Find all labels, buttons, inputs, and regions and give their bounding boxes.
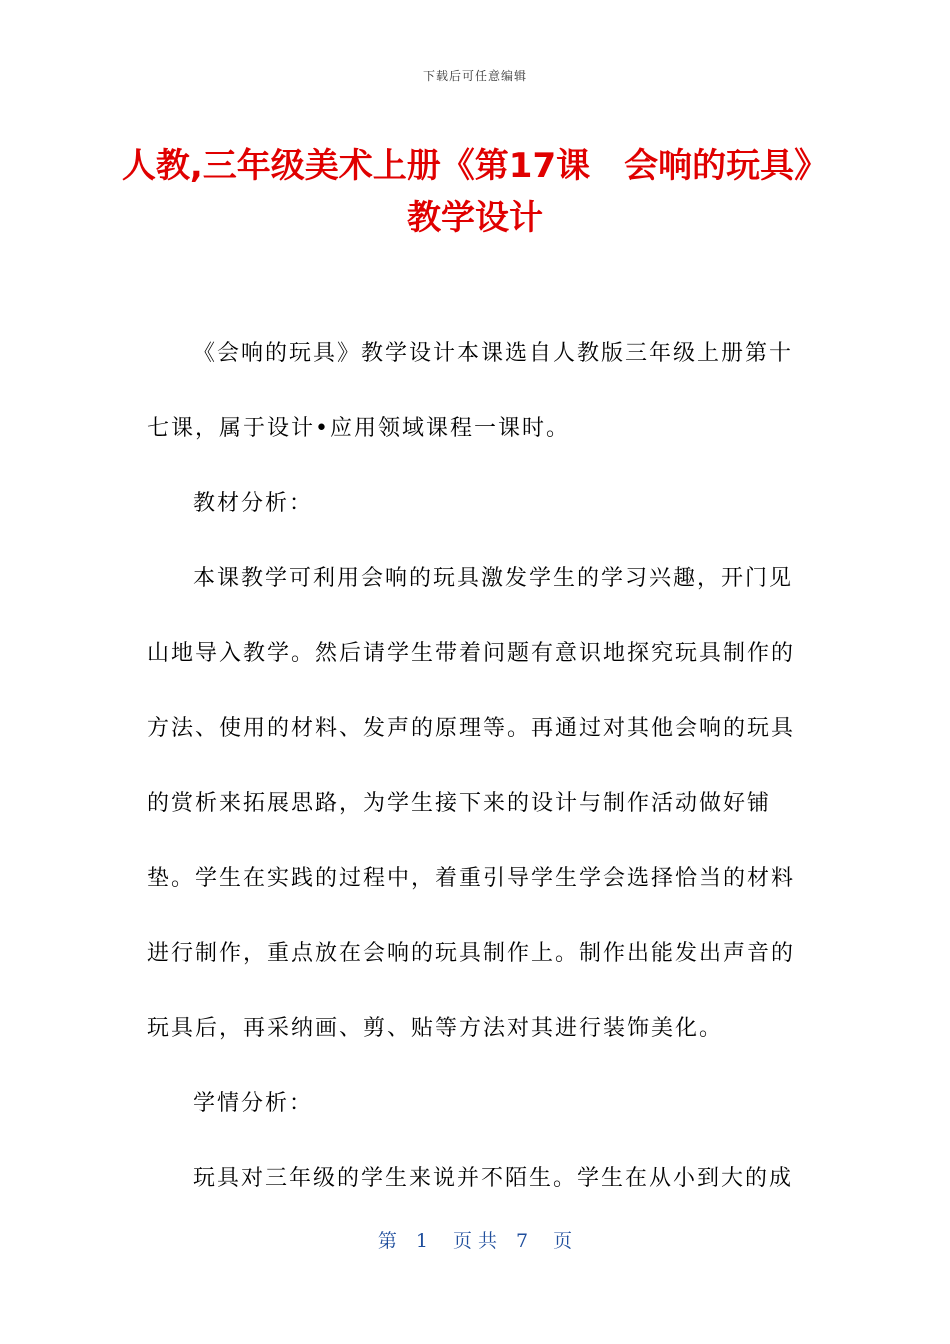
materials-paragraph: 本课教学可利用会响的玩具激发学生的学习兴趣，开门见山地导入教学。然后请学生带着问题有意识地探究玩具制作的方法、使用的材料、发声的原理等。再通过对其他会响的玩具的赏析来拓展思路，为学生接下来的设计与制作活动做好铺垫。学生在实践的过程中，着重引导学生学会选择恰当的材料进行制作，重点放在会响的玩具制作上。制作出能发出声音的玩具后，再采纳画、剪、贴等方法对其进行装饰美化。 bbox=[147, 566, 796, 1041]
section-heading-students: 学情分析： bbox=[193, 1091, 314, 1116]
intro-paragraph: 《会响的玩具》教学设计本课选自人教版三年级上册第十七课，属于设计•应用领域课程一课时。 bbox=[147, 341, 794, 441]
document-title: 人教,三年级美术上册《第17课 会响的玩具》教学设计 bbox=[121, 146, 829, 238]
section-heading-materials: 教材分析： bbox=[193, 491, 314, 516]
students-paragraph: 玩具对三年级的学生来说并不陌生。学生在从小到大的成 bbox=[193, 1166, 794, 1191]
document-body bbox=[147, 316, 807, 1216]
page-footer: 第 1 页 共 7 页 bbox=[377, 1230, 573, 1252]
page-header: 下载后可任意编辑 bbox=[422, 69, 527, 83]
